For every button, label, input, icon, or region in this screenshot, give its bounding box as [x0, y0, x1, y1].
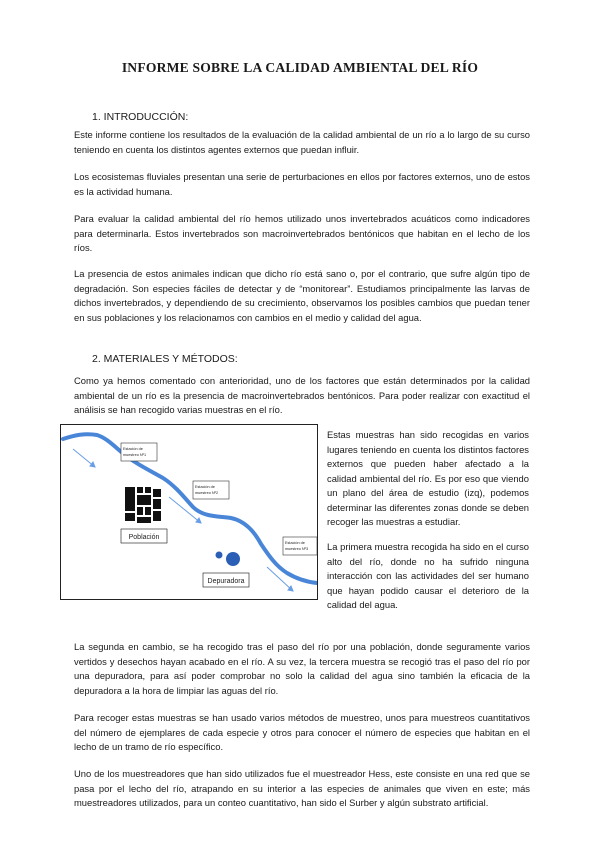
station-3-label: Estación de muestreo Nº3: [285, 541, 309, 551]
intro-paragraph-4: La presencia de estos animales indican que dicho río está sano o, por el contrario, que sufre algún tipo de degradación. Son especies fáciles de detectar y de “monitorear”. Estudiamos principalmente las larvas de dichos invertebrados, y dependiendo de su crecimiento, observamos los posibles cambios que puedan tener en sus poblaciones y los relacionamos con cambios en el medio y calidad del agua.: [74, 268, 530, 323]
intro-paragraph-3: Para evaluar la calidad ambiental del río hemos utilizado unos invertebrados acuáticos como indicadores para determinarla. Estos invertebrados son macroinvertebrados bentónicos que habitan en el lecho de los ríos.: [74, 213, 530, 253]
section-heading-intro: 1. INTRODUCCIÓN:: [92, 111, 189, 123]
study-area-map: [60, 424, 318, 600]
station-1-label: Estación de muestreo Nº1: [123, 447, 147, 457]
methods-paragraph-2: La segunda en cambio, se ha recogido tras el paso del río por una población, donde seguramente varios vertidos y desechos hayan acabado en el río. A su vez, la tercera muestra se recogió tras el paso del río por una depuradora, para así poder comprobar no solo la calidad del agua sino también la eficacia de la depuradora a la hora de limpiar las aguas del río.: [74, 641, 530, 696]
town-label: Población: [128, 534, 160, 541]
plant-tank-small: [216, 552, 223, 559]
river: [63, 434, 317, 583]
station-2-label: Estación de muestreo Nº2: [195, 485, 219, 495]
methods-side-paragraph-2: La primera muestra recogida ha sido en el curso alto del río, donde no ha sufrido ninguna interacción con las actividades del ser humano que hayan podido causar el deterioro de la calidad del agua.: [327, 541, 529, 610]
methods-side-paragraph-1: Estas muestras han sido recogidas en varios lugares teniendo en cuenta los distintos factores externos que pueden haber afectado a la calidad ambiental del río. Es por eso que viendo un plano del área de estudio (izq), podemos determinar las diferentes zonas donde se deben recoger las muestras a estudiar.: [327, 429, 529, 527]
plant-tank-large: [226, 552, 240, 566]
station-1-label-box: [121, 443, 157, 461]
station-2-label-box: [193, 481, 229, 499]
methods-paragraph-4: Uno de los muestreadores que han sido utilizados fue el muestreador Hess, este consiste en una red que se pasa por el lecho del río, atrapando en su interior a las especies de animales que viven en este; más muestreadores utilizados, para un conteo cuantitativo, han sido el Surber y algún substrato artificial.: [74, 768, 530, 808]
section-heading-methods: 2. MATERIALES Y MÉTODOS:: [92, 353, 238, 365]
page-title: INFORME SOBRE LA CALIDAD AMBIENTAL DEL RÍO: [121, 60, 479, 75]
intro-paragraph-1: Este informe contiene los resultados de la evaluación de la calidad ambiental de un río a lo largo de su curso teniendo en cuenta los distintos agentes externos que puedan influir.: [74, 129, 530, 155]
station-3-label-box: [283, 537, 317, 555]
intro-paragraph-2: Los ecosistemas fluviales presentan una serie de perturbaciones en ellos por factores externos, uno de estos es la actividad humana.: [74, 171, 530, 197]
town-buildings: [125, 487, 161, 523]
map-drawing: [61, 425, 317, 599]
methods-paragraph-3: Para recoger estas muestras se han usado varios métodos de muestreo, unos para muestreos cuantitativos del número de ejemplares de cada especie y otros para conocer el número de especies que habitan en el lecho de un tramo de río específico.: [74, 712, 530, 752]
plant-label: Depuradora: [207, 578, 245, 585]
methods-paragraph-1: Como ya hemos comentado con anterioridad, uno de los factores que están determinados por la calidad ambiental de un río es la presencia de macroinvertebrados bentónicos. Para poder realizar con exactitud el análisis se han recogido varias muestras en el río.: [74, 375, 530, 415]
